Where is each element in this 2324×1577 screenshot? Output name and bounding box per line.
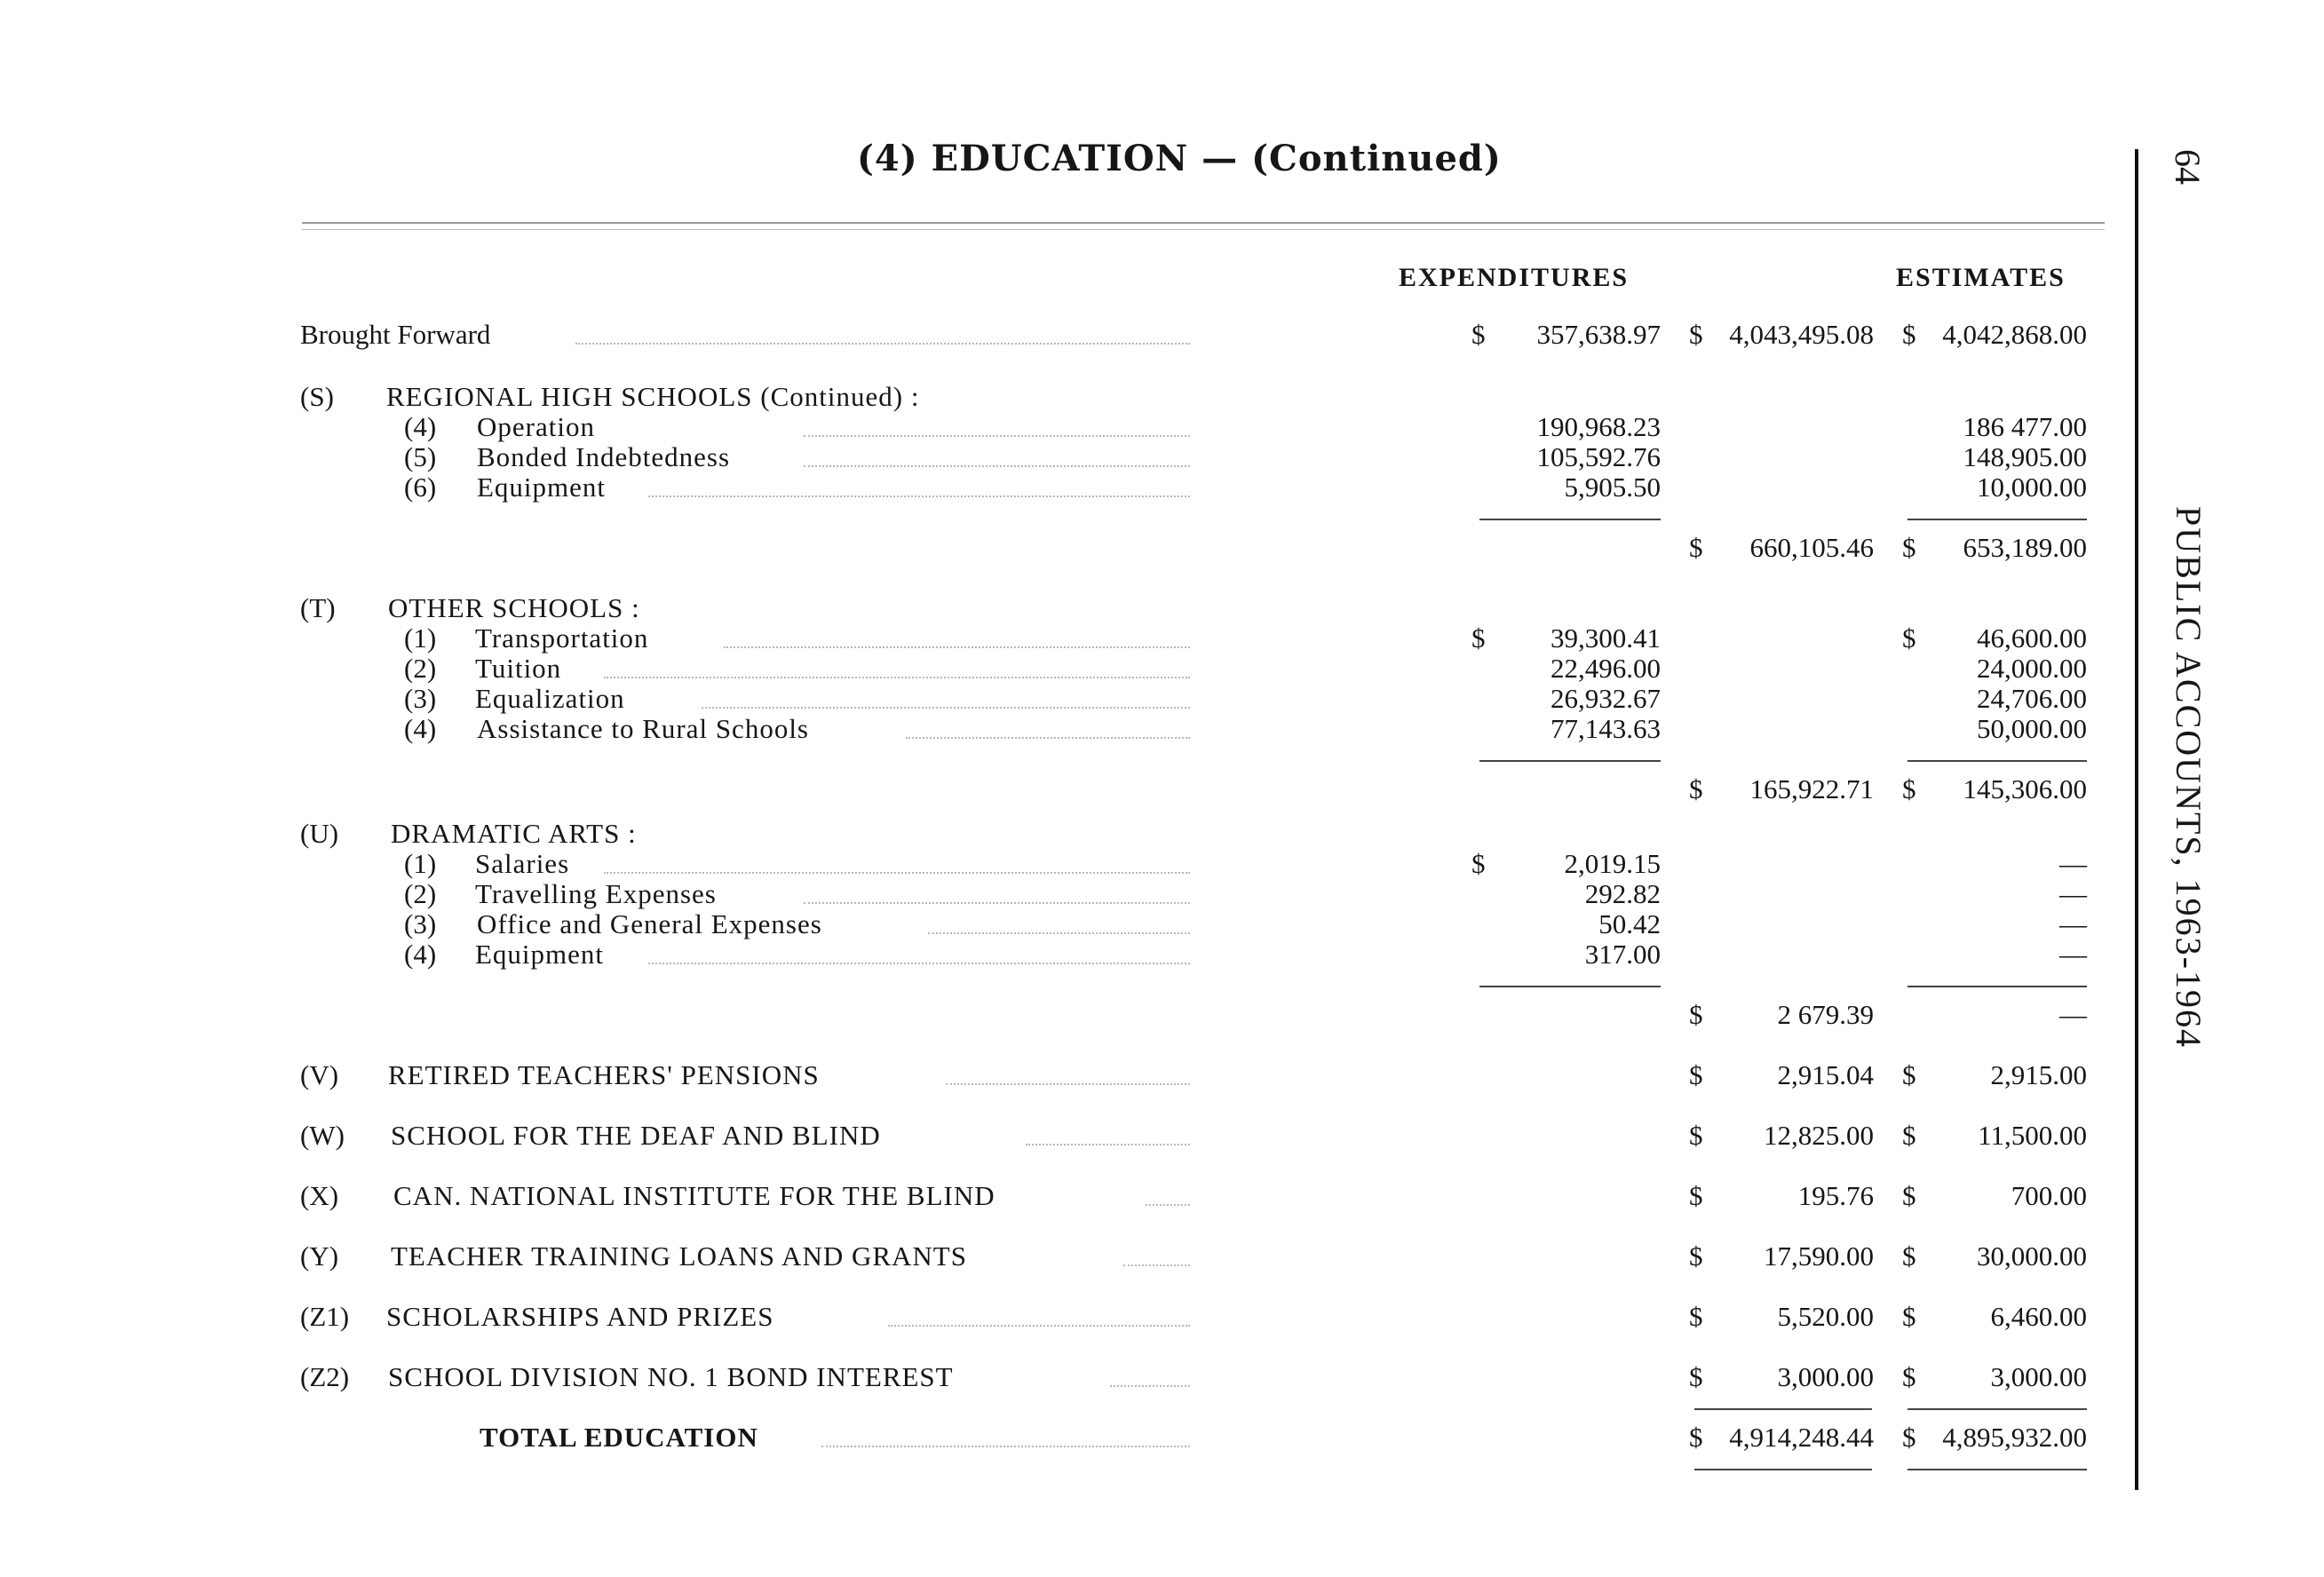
leader-dots [604, 677, 1190, 678]
amount-value: 195.76 [1797, 1180, 1874, 1211]
item-label: Equipment [477, 472, 607, 503]
expenditure-value: 50.42 [1598, 908, 1661, 939]
estimate-value: 11,500.00 [1978, 1120, 2087, 1151]
subtotal-value: 165,922.71 [1749, 773, 1874, 804]
estimate-subtotal-value: — [2059, 999, 2087, 1030]
item-label: Office and General Expenses [477, 908, 822, 939]
section-code: (Z2) [300, 1361, 350, 1392]
estimate-value: 24,706.00 [1977, 683, 2087, 714]
dollar-sign: $ [1689, 532, 1703, 563]
estimate-value: 6,460.00 [1990, 1301, 2087, 1332]
expenditure-value: 77,143.63 [1551, 713, 1661, 744]
estimate-value: — [2059, 939, 2087, 970]
expenditure-value: 5,905.50 [1564, 472, 1661, 503]
table-row [0, 849, 2324, 879]
dollar-sign: $ [1471, 848, 1486, 879]
expenditure-value: 357,638.97 [1536, 319, 1661, 350]
amount-value: 2,915.04 [1777, 1059, 1874, 1090]
estimate-subtotal-value: 145,306.00 [1963, 773, 2087, 804]
item-label: Equipment [475, 939, 605, 970]
leader-dots [946, 1083, 1190, 1085]
item-code: (6) [404, 472, 437, 503]
item-code: (4) [404, 713, 437, 744]
expenditure-value: 26,932.67 [1551, 683, 1661, 714]
section-code: (X) [300, 1180, 339, 1211]
item-code: (5) [404, 441, 437, 472]
total-double-rule [1908, 1469, 2087, 1470]
section-code: (Z1) [300, 1301, 350, 1332]
dollar-sign: $ [1902, 1120, 1916, 1151]
dollar-sign: $ [1689, 773, 1703, 804]
table-row [0, 909, 2324, 939]
dollar-sign: $ [1902, 532, 1916, 563]
page-title: (4) EDUCATION — (Continued) [857, 138, 1502, 179]
subtotal-rule [1908, 519, 2087, 520]
dollar-sign: $ [1902, 1240, 1916, 1272]
leader-dots [928, 932, 1190, 934]
item-label: RETIRED TEACHERS' PENSIONS [388, 1059, 820, 1090]
amount-value: 3,000.00 [1777, 1361, 1874, 1392]
amount-value: 12,825.00 [1764, 1120, 1874, 1151]
table-row [0, 654, 2324, 684]
table-row [0, 684, 2324, 714]
expenditure-value: 39,300.41 [1551, 622, 1661, 654]
item-code: (4) [404, 939, 437, 970]
item-label: Equalization [475, 683, 625, 714]
amount-value: 5,520.00 [1777, 1301, 1874, 1332]
side-running-title: PUBLIC ACCOUNTS, 1963-1964 [2169, 506, 2209, 1049]
estimate-value: 148,905.00 [1963, 441, 2087, 472]
leader-dots [906, 737, 1190, 739]
estimate-value: 3,000.00 [1990, 1361, 2087, 1392]
subtotal-rule [1908, 760, 2087, 762]
total-amount-value: 4,914,248.44 [1729, 1422, 1874, 1453]
dollar-sign: $ [1689, 1180, 1703, 1211]
estimate-value: 50,000.00 [1977, 713, 2087, 744]
leader-dots [1110, 1385, 1190, 1387]
page-number: 64 [2168, 149, 2208, 185]
item-code: (2) [404, 653, 437, 684]
leader-dots [1146, 1204, 1190, 1206]
expenditure-value: 317.00 [1584, 939, 1661, 970]
section-s-heading [0, 382, 2324, 412]
section-code: (U) [300, 818, 339, 849]
estimate-value: 4,042,868.00 [1942, 319, 2087, 350]
leader-dots [702, 707, 1190, 709]
estimate-value: 2,915.00 [1990, 1059, 2087, 1090]
dollar-sign: $ [1902, 1059, 1916, 1090]
section-code: (S) [300, 381, 334, 412]
section-heading: REGIONAL HIGH SCHOOLS (Continued) : [386, 381, 920, 412]
estimate-value: 30,000.00 [1977, 1240, 2087, 1272]
dollar-sign: $ [1689, 1120, 1703, 1151]
table-row [0, 879, 2324, 909]
item-label: SCHOOL FOR THE DEAF AND BLIND [391, 1120, 881, 1151]
item-code: (4) [404, 411, 437, 442]
estimates-header: ESTIMATES [1896, 263, 2066, 292]
leader-dots [575, 343, 1190, 345]
estimate-value: 46,600.00 [1977, 622, 2087, 654]
dollar-sign: $ [1902, 319, 1916, 350]
dollar-sign: $ [1689, 1301, 1703, 1332]
dollar-sign: $ [1902, 773, 1916, 804]
section-s-subtotal-row [0, 533, 2324, 563]
brought-forward-label: Brought Forward [300, 319, 491, 350]
table-row [0, 1362, 2324, 1392]
table-row [0, 939, 2324, 970]
leader-dots [804, 465, 1190, 467]
dollar-sign: $ [1902, 1180, 1916, 1211]
table-row [0, 1241, 2324, 1272]
subtotal-rule [1908, 986, 2087, 987]
table-row [0, 714, 2324, 744]
dollar-sign: $ [1902, 1361, 1916, 1392]
subtotal-value: 2 679.39 [1777, 999, 1874, 1030]
table-row [0, 442, 2324, 472]
leader-dots [648, 495, 1190, 497]
item-label: CAN. NATIONAL INSTITUTE FOR THE BLIND [393, 1180, 995, 1211]
estimate-value: — [2059, 878, 2087, 909]
leader-dots [804, 902, 1190, 904]
subtotal-rule [1479, 519, 1661, 520]
subtotal-rule [1479, 986, 1661, 987]
subtotal-value: 660,105.46 [1749, 532, 1874, 563]
section-heading: OTHER SCHOOLS : [388, 592, 640, 623]
item-label: SCHOLARSHIPS AND PRIZES [386, 1301, 774, 1332]
section-heading: DRAMATIC ARTS : [391, 818, 637, 849]
item-label: Salaries [475, 848, 570, 879]
table-row [0, 1181, 2324, 1211]
dollar-sign: $ [1471, 319, 1486, 350]
item-label: Operation [477, 411, 595, 442]
expenditure-value: 292.82 [1584, 878, 1661, 909]
leader-dots [888, 1325, 1190, 1327]
expenditure-value: 105,592.76 [1536, 441, 1661, 472]
leader-dots [821, 1446, 1190, 1447]
dollar-sign: $ [1689, 1240, 1703, 1272]
expenditure-value: 190,968.23 [1536, 411, 1661, 442]
table-row [0, 1302, 2324, 1332]
dollar-sign: $ [1902, 1301, 1916, 1332]
dollar-sign: $ [1689, 999, 1703, 1030]
table-row [0, 623, 2324, 654]
item-code: (1) [404, 622, 437, 654]
expenditures-header: EXPENDITURES [1399, 263, 1630, 292]
estimate-value: — [2059, 908, 2087, 939]
section-code: (V) [300, 1059, 339, 1090]
total-estimate-value: 4,895,932.00 [1942, 1422, 2087, 1453]
estimate-value: 24,000.00 [1977, 653, 2087, 684]
amount-value: 17,590.00 [1764, 1240, 1874, 1272]
total-double-rule [1694, 1469, 1872, 1470]
dollar-sign: $ [1902, 1422, 1916, 1453]
item-label: Travelling Expenses [475, 878, 717, 909]
item-label: Tuition [475, 653, 562, 684]
leader-dots [1026, 1144, 1190, 1145]
total-rule [1908, 1408, 2087, 1410]
item-code: (3) [404, 908, 437, 939]
section-u-heading [0, 819, 2324, 849]
dollar-sign: $ [1902, 622, 1916, 654]
leader-dots [604, 872, 1190, 874]
estimate-value: 186 477.00 [1963, 411, 2087, 442]
item-code: (3) [404, 683, 437, 714]
leader-dots [648, 963, 1190, 964]
brought-forward-row [0, 320, 2324, 350]
leader-dots [804, 435, 1190, 437]
section-code: (Y) [300, 1240, 339, 1272]
title-rule [302, 222, 2105, 224]
estimate-subtotal-value: 653,189.00 [1963, 532, 2087, 563]
item-code: (2) [404, 878, 437, 909]
total-value: 4,043,495.08 [1729, 319, 1874, 350]
section-code: (W) [300, 1120, 345, 1151]
table-row [0, 1060, 2324, 1090]
item-label: Transportation [475, 622, 649, 654]
estimate-value: — [2059, 848, 2087, 879]
section-t-subtotal-row [0, 774, 2324, 804]
dollar-sign: $ [1689, 1361, 1703, 1392]
table-row [0, 472, 2324, 503]
item-label: Assistance to Rural Schools [477, 713, 809, 744]
dollar-sign: $ [1689, 1422, 1703, 1453]
dollar-sign: $ [1471, 622, 1486, 654]
total-education-row [0, 1422, 2324, 1453]
item-label: Bonded Indebtedness [477, 441, 731, 472]
item-label: SCHOOL DIVISION NO. 1 BOND INTEREST [388, 1361, 954, 1392]
subtotal-rule [1479, 760, 1661, 762]
table-row [0, 1121, 2324, 1151]
section-t-heading [0, 593, 2324, 623]
item-label: TEACHER TRAINING LOANS AND GRANTS [391, 1240, 967, 1272]
total-rule [1694, 1408, 1872, 1410]
leader-dots [1123, 1264, 1190, 1266]
total-label: TOTAL EDUCATION [480, 1422, 758, 1453]
leader-dots [724, 646, 1190, 648]
item-code: (1) [404, 848, 437, 879]
estimate-value: 10,000.00 [1977, 472, 2087, 503]
dollar-sign: $ [1689, 319, 1703, 350]
dollar-sign: $ [1689, 1059, 1703, 1090]
section-u-subtotal-row [0, 1000, 2324, 1030]
section-code: (T) [300, 592, 336, 623]
expenditure-value: 2,019.15 [1564, 848, 1661, 879]
expenditure-value: 22,496.00 [1551, 653, 1661, 684]
estimate-value: 700.00 [2011, 1180, 2087, 1211]
table-row [0, 412, 2324, 442]
title-rule-thin [302, 229, 2105, 230]
